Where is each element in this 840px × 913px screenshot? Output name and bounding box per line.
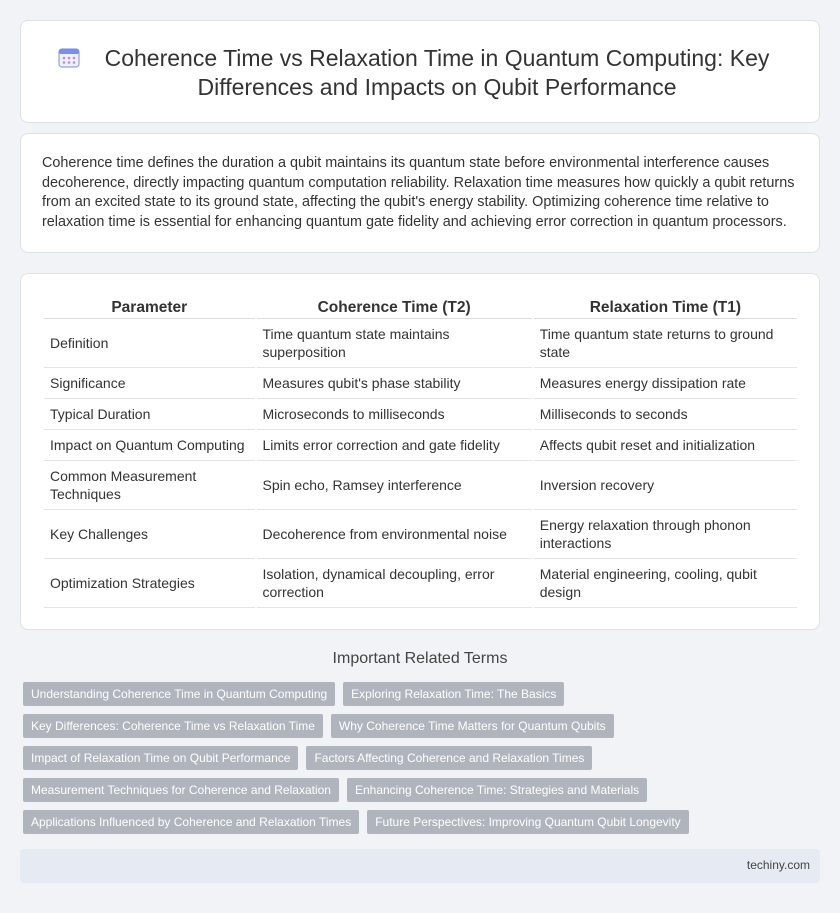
intro-paragraph: Coherence time defines the duration a qubit maintains its quantum state before environmental interference causes decoherence, directly impacting quantum computation reliability. Relaxation time measures how quickly a qubit returns from an excited state to its ground state, affecting the qubit's energy stability. Optimizing coherence time relative to relaxation time is essential for enhancing quantum gate fidelity and achieving error correction in quantum processors. [42, 155, 795, 230]
related-term-tag[interactable]: Factors Affecting Coherence and Relaxation Times [306, 746, 592, 770]
related-term-tag[interactable]: Impact of Relaxation Time on Qubit Performance [23, 746, 298, 770]
table-cell: Definition [44, 319, 255, 368]
table-cell: Decoherence from environmental noise [257, 510, 532, 559]
page-title: Coherence Time vs Relaxation Time in Quantum Computing: Key Differences and Impacts on Qubit Performance [104, 45, 770, 100]
table-cell: Impact on Quantum Computing [44, 430, 255, 461]
related-terms-list [23, 682, 823, 842]
table-cell: Spin echo, Ramsey interference [257, 461, 532, 510]
table-cell: Measures energy dissipation rate [534, 368, 797, 399]
table-cell: Isolation, dynamical decoupling, error correction [257, 559, 532, 608]
table-cell: Inversion recovery [534, 461, 797, 510]
table-row [44, 368, 797, 399]
related-term-tag[interactable]: Future Perspectives: Improving Quantum Qubit Longevity [367, 810, 688, 834]
table-row [44, 510, 797, 559]
table-cell: Measures qubit's phase stability [257, 368, 532, 399]
related-term-tag[interactable]: Why Coherence Time Matters for Quantum Qubits [331, 714, 614, 738]
table-row [44, 461, 797, 510]
table-cell: Key Challenges [44, 510, 255, 559]
table-cell: Optimization Strategies [44, 559, 255, 608]
footer-brand[interactable]: techiny.com [746, 858, 810, 872]
table-header-row [44, 297, 797, 319]
comparison-table [42, 297, 799, 608]
table-row [44, 430, 797, 461]
table-cell: Significance [44, 368, 255, 399]
table-cell: Common Measurement Techniques [44, 461, 255, 510]
table-cell: Limits error correction and gate fidelity [257, 430, 532, 461]
header-relaxation-time: Relaxation Time (T1) [534, 297, 797, 319]
related-terms-title: Important Related Terms [332, 650, 508, 667]
footer [20, 849, 820, 883]
header-coherence-time: Coherence Time (T2) [257, 297, 532, 319]
table-row [44, 399, 797, 430]
intro-card [20, 133, 820, 253]
table-cell: Microseconds to milliseconds [257, 399, 532, 430]
comparison-table-card [20, 273, 820, 630]
header-parameter: Parameter [44, 297, 255, 319]
table-cell: Time quantum state maintains superposition [257, 319, 532, 368]
table-cell: Affects qubit reset and initialization [534, 430, 797, 461]
table-cell: Milliseconds to seconds [534, 399, 797, 430]
related-term-tag[interactable]: Exploring Relaxation Time: The Basics [343, 682, 564, 706]
header-card [20, 20, 820, 123]
related-term-tag[interactable]: Enhancing Coherence Time: Strategies and Materials [347, 778, 647, 802]
related-term-tag[interactable]: Measurement Techniques for Coherence and Relaxation [23, 778, 339, 802]
related-term-tag[interactable]: Understanding Coherence Time in Quantum Computing [23, 682, 335, 706]
table-cell: Typical Duration [44, 399, 255, 430]
table-cell: Material engineering, cooling, qubit design [534, 559, 797, 608]
related-term-tag[interactable]: Applications Influenced by Coherence and Relaxation Times [23, 810, 359, 834]
related-term-tag[interactable]: Key Differences: Coherence Time vs Relaxation Time [23, 714, 323, 738]
table-cell: Energy relaxation through phonon interactions [534, 510, 797, 559]
table-row [44, 319, 797, 368]
table-row [44, 559, 797, 608]
table-cell: Time quantum state returns to ground state [534, 319, 797, 368]
